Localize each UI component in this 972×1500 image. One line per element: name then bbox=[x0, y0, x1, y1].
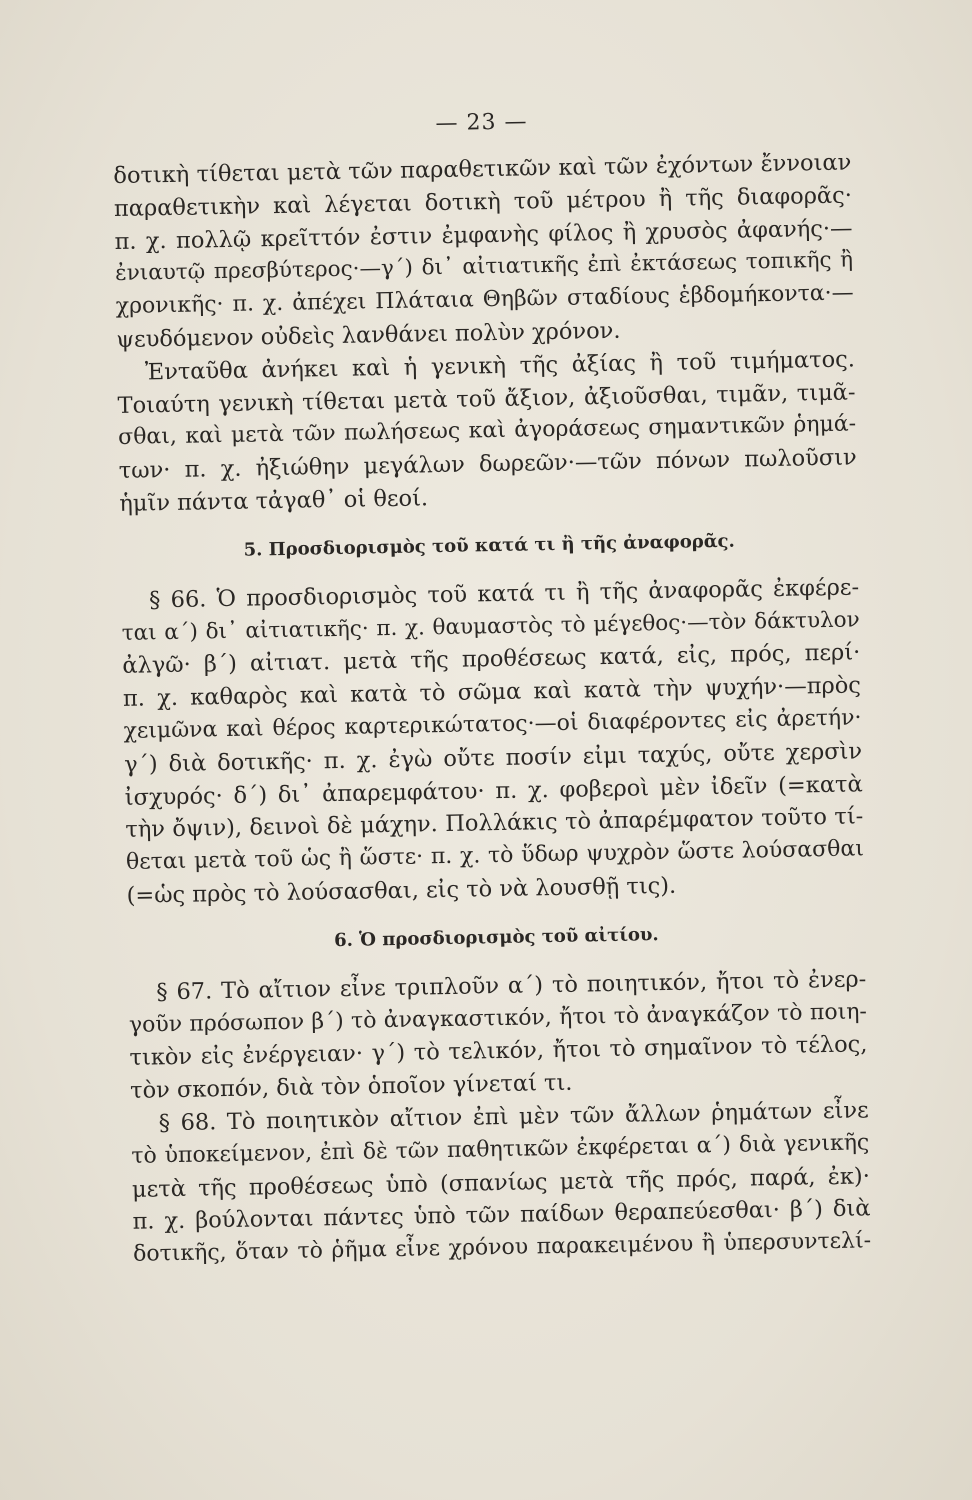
paragraph-block-1 bbox=[113, 146, 857, 520]
text-line: ἡμῖν πάντα τἀγαθ᾿ οἱ θεοί. bbox=[119, 485, 429, 517]
text-line: γ΄) διὰ δοτικῆς· π. χ. ἐγὼ οὔτε ποσίν εἰμι ταχύς, οὔτε χερσὶν bbox=[123, 738, 863, 778]
text-line: § 67. Τὸ αἴτιον εἶνε τριπλοῦν α΄) τὸ ποιητικόν, ἤτοι τὸ ἐνερ- bbox=[156, 966, 867, 1006]
text-line: χρονικῆς· π. χ. ἀπέχει Πλάταια Θηβῶν σταδίους ἑβδομήκοντα·— bbox=[115, 280, 854, 320]
text-line: Τοιαύτη γενικὴ τίθεται μετὰ τοῦ ἄξιον, ἀξιοῦσθαι, τιμᾶν, τιμᾶ- bbox=[117, 379, 856, 419]
text-line: § 68. Τὸ ποιητικὸν αἴτιον ἐπὶ μὲν τῶν ἄλλων ῥημάτων εἶνε bbox=[158, 1097, 869, 1137]
text-line: § 66. Ὁ προσδιορισμὸς τοῦ κατά τι ἢ τῆς ἀναφορᾶς ἐκφέρε- bbox=[148, 574, 860, 614]
text-line: παραθετικὴν καὶ λέγεται δοτικὴ τοῦ μέτρου ἢ τῆς διαφορᾶς· bbox=[113, 182, 853, 222]
text-line: π. χ. πολλῷ κρεῖττόν ἐστιν ἐμφανὴς φίλος ἢ χρυσὸς ἀφανής·— bbox=[114, 215, 853, 255]
paragraph-block-2 bbox=[121, 571, 865, 912]
text-line: σθαι, καὶ μετὰ τῶν πωλήσεως καὶ ἀγοράσεως σημαντικῶν ῥημά- bbox=[117, 411, 857, 451]
text-line: ψευδόμενον οὐδεὶς λανθάνει πολὺν χρόνον. bbox=[116, 317, 621, 353]
text-line: χειμῶνα καὶ θέρος καρτερικώτατος·—οἱ διαφέροντες εἰς ἀρετήν· bbox=[123, 705, 862, 744]
text-line: τὸ ὑποκείμενον, ἐπὶ δὲ τῶν παθητικῶν ἐκφέρεται α΄) διὰ γενικῆς bbox=[131, 1130, 870, 1169]
text-line: ἀλγῶ· β΄) αἰτιατ. μετὰ τῆς προθέσεως κατά, εἰς, πρός, περί· bbox=[122, 639, 861, 680]
text-line: δοτικῆς, ὅταν τὸ ῥῆμα εἶνε χρόνου παρακειμένου ἢ ὑπερσυντελί- bbox=[132, 1228, 872, 1267]
section-heading-5: 5. Προσδιορισμὸς τοῦ κατά τι ἢ τῆς ἀναφορᾶς. bbox=[243, 530, 735, 561]
text-line: θεται μετὰ τοῦ ὡς ἢ ὥστε· π. χ. τὸ ὕδωρ ψυχρὸν ὥστε λούσασθαι bbox=[125, 836, 865, 876]
text-line: (=ὡς πρὸς τὸ λούσασθαι, εἰς τὸ νὰ λουσθῇ τις). bbox=[126, 872, 677, 909]
text-line: τὸν σκοπόν, διὰ τὸν ὁποῖον γίνεταί τι. bbox=[129, 1069, 573, 1104]
text-line: π. χ. καθαρὸς καὶ κατὰ τὸ σῶμα καὶ κατὰ τὴν ψυχήν·—πρὸς bbox=[122, 672, 862, 713]
paragraph-block-3 bbox=[128, 963, 871, 1272]
text-line: μετὰ τῆς προθέσεως ὑπὸ (σπανίως μετὰ τῆς πρός, παρά, ἐκ)· bbox=[131, 1162, 871, 1203]
text-line: ται α΄) δι᾿ αἰτιατικῆς· π. χ. θαυμαστὸς τὸ μέγεθος·—τὸν δάκτυλον bbox=[121, 606, 860, 646]
section-heading-6: 6. Ὁ προσδιορισμὸς τοῦ αἰτίου. bbox=[333, 923, 659, 951]
page-number: — 23 — bbox=[435, 109, 528, 137]
text-line: γοῦν πρόσωπον β΄) τὸ ἀναγκαστικόν, ἤτοι τὸ ἀναγκάζον τὸ ποιη- bbox=[128, 998, 868, 1038]
page-text bbox=[112, 86, 871, 1271]
text-line: δοτικὴ τίθεται μετὰ τῶν παραθετικῶν καὶ τῶν ἐχόντων ἔννοιαν bbox=[113, 149, 852, 189]
text-line: Ἐνταῦθα ἀνήκει καὶ ἡ γενικὴ τῆς ἀξίας ἢ τοῦ τιμήματος. bbox=[144, 346, 856, 386]
text-line: τὴν ὄψιν), δεινοὶ δὲ μάχην. Πολλάκις τὸ ἀπαρέμφατον τοῦτο τί- bbox=[125, 803, 864, 844]
text-line: τικὸν εἰς ἐνέργειαν· γ΄) τὸ τελικόν, ἤτοι τὸ σημαῖνον τὸ τέλος, bbox=[129, 1031, 868, 1072]
text-line: π. χ. βούλονται πάντες ὑπὸ τῶν παίδων θεραπεύεσθαι· β΄) διὰ bbox=[132, 1195, 871, 1236]
text-line: ἰσχυρός· δ΄) δι᾿ ἀπαρεμφάτου· π. χ. φοβεροὶ μὲν ἰδεῖν (=κατὰ bbox=[124, 770, 863, 811]
text-line: των· π. χ. ἠξιώθην μεγάλων δωρεῶν·—τῶν πόνων πωλοῦσιν bbox=[118, 444, 857, 485]
text-line: ἐνιαυτῷ πρεσβύτερος·—γ΄) δι᾿ αἰτιατικῆς ἐπὶ ἐκτάσεως τοπικῆς ἢ bbox=[114, 247, 854, 287]
